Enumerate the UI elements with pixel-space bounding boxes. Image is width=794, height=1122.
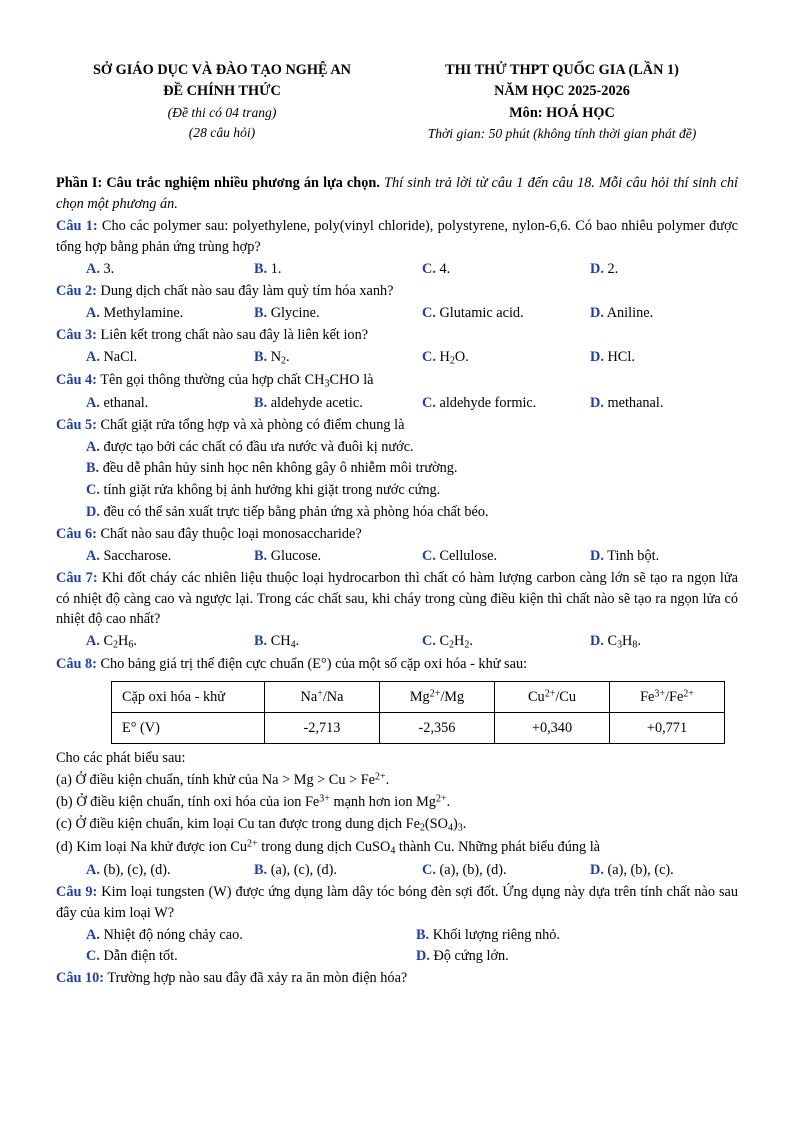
option-b-text: đều dễ phân hủy sinh học nên không gây ô nhiễm môi trường. [102,460,458,477]
question-9-label: Câu 9: [56,883,98,900]
exam-duration: Thời gian: 50 phút (không tính thời gian phát đề) [427,126,697,142]
question-9 [56,882,738,924]
question-9-options-row2 [86,946,738,967]
option-c-text: tính giặt rửa không bị ảnh hưởng khi giặt trong nước cứng. [103,482,441,499]
table-value-na: -2,713 [265,713,380,744]
official-exam-label: ĐỀ CHÍNH THỨC [163,83,281,100]
option-d[interactable]: D. Độ cứng lớn. [416,948,509,965]
question-4-options [86,393,738,414]
question-1 [56,216,738,258]
table-header-pair: Cặp oxi hóa - khử [112,682,265,713]
question-6-text: Chất nào sau đây thuộc loại monosaccharide? [100,525,362,542]
statement-a: (a) Ở điều kiện chuẩn, tính khử của $Na > Mg > Cu > Fe^{2+}$. [56,771,390,789]
question-5-label: Câu 5: [56,416,97,433]
option-b[interactable]: B. Glucose. [254,547,322,564]
option-b[interactable]: B. 1. [254,261,282,278]
table-value-cu: +0,340 [495,713,610,744]
question-10-text: Trường hợp nào sau đây đã xảy ra ăn mòn điện hóa? [107,970,408,987]
statements-intro: Cho các phát biểu sau: [56,750,186,767]
header-left-column [57,60,387,144]
question-4-text: Tên gọi thông thường của hợp chất $CH_3CHO$ là [100,371,374,390]
table-cell-fe: $Fe^{3+}/Fe^{2+}$ [610,682,725,713]
option-b[interactable]: B. (a), (c), (d). [254,862,337,879]
option-a[interactable]: A. (b), (c), (d). [86,862,171,879]
question-9-options-row1 [86,925,738,946]
question-3-label: Câu 3: [56,326,97,343]
option-a[interactable]: A. được tạo bởi các chất có đầu ưa nước và đuôi kị nước. [86,438,414,455]
question-count-note: (28 câu hỏi) [188,125,256,141]
statement-b: (b) Ở điều kiện chuẩn, tính oxi hóa của ion $Fe^{3+}$ mạnh hơn ion $Mg^{2+}$. [56,793,451,810]
table-cell-na: Na+/Na [265,682,380,713]
option-d[interactable]: D. (a), (b), (c). [590,862,674,879]
option-b[interactable]: B. $CH_4$. [254,633,300,651]
table-header-potential: E° (V) [112,713,265,744]
option-c[interactable]: C. Glutamic acid. [422,304,524,321]
option-a[interactable]: A. 3. [86,261,115,278]
standard-electrode-potential-table [111,681,725,744]
option-d[interactable]: D. Tinh bột. [590,547,660,564]
header-right-column [387,60,737,145]
option-d[interactable]: D. HCl. [590,348,635,365]
option-b[interactable]: B. aldehyde acetic. [254,394,363,411]
option-d-text: đều có thể sản xuất trực tiếp bằng phản ứng xà phòng hóa chất béo. [103,504,489,521]
option-a[interactable]: A. Saccharose. [86,547,172,564]
question-4-label: Câu 4: [56,371,97,388]
option-b[interactable]: B. đều dễ phân hủy sinh học nên không gây ô nhiễm môi trường. [86,460,458,477]
question-10 [56,968,738,989]
statement-c: (c) Ở điều kiện chuẩn, kim loại Cu tan được trong dung dịch $Fe_2(SO_4)_3$. [56,815,467,834]
option-c[interactable]: C. $C_2H_2$. [422,633,473,651]
question-7-options [86,631,738,653]
table-row [112,713,725,744]
question-1-text: Cho các polymer sau: polyethylene, poly(vinyl chloride), polystyrene, nylon-6,6. Có bao nhiêu polymer được tổng hợp bằng phản ứng trùng hợp? [56,218,738,256]
option-c[interactable]: C. 4. [422,261,451,278]
question-9-text: Kim loại tungsten (W) được ứng dụng làm dây tóc bóng đèn sợi đốt. Ứng dụng này dựa trên tính chất nào sau đây của kim loại W? [56,883,739,921]
option-c[interactable]: C. $H_2O$. [422,348,469,367]
table-value-fe: +0,771 [610,713,725,744]
option-b[interactable]: B. Khối lượng riêng nhỏ. [416,926,560,943]
question-7 [56,568,738,631]
part-title: Phần I: Câu trắc nghiệm nhiều phương án lựa chọn. [56,174,380,191]
part-heading [56,173,738,215]
question-6-options [86,546,738,567]
option-a[interactable]: A. NaCl. [86,348,138,365]
option-b[interactable]: B. Glycine. [254,304,320,321]
option-c[interactable]: C. tính giặt rửa không bị ảnh hưởng khi giặt trong nước cứng. [86,482,441,499]
question-3 [56,325,738,346]
exam-title: THI THỬ THPT QUỐC GIA (LẦN 1) [445,62,679,78]
question-1-options [86,259,738,280]
option-d[interactable]: D. methanal. [590,394,664,411]
option-d[interactable]: D. $C_3H_8$. [590,633,641,651]
question-6-label: Câu 6: [56,525,97,542]
option-a[interactable]: A. Nhiệt độ nóng chảy cao. [86,926,243,943]
question-8-label: Câu 8: [56,656,97,673]
document-header [56,60,738,145]
subject-value: HOÁ HỌC [546,104,615,121]
option-a[interactable]: A. ethanal. [86,394,149,411]
option-a[interactable]: A. Methylamine. [86,304,184,321]
option-a-text: được tạo bởi các chất có đầu ưa nước và đuôi kị nước. [103,438,414,455]
question-2 [56,281,738,302]
question-5-text: Chất giặt rửa tổng hợp và xà phòng có điểm chung là [100,416,405,433]
question-8-options [86,860,738,881]
question-3-options [86,347,738,369]
table-row [112,682,725,713]
question-10-label: Câu 10: [56,970,105,987]
statement-d: (d) Kim loại Na khử được ion $Cu^{2+}$ trong dung dịch CuSO$_4$ thành Cu. Những phát biểu đúng là [56,838,601,857]
question-2-text: Dung dịch chất nào sau đây làm quỳ tím hóa xanh? [100,283,394,299]
question-8-text: Cho bảng giá trị thế điện cực chuẩn (E°) của một số cặp oxi hóa - khử sau: [100,656,528,673]
option-a[interactable]: A. $C_2H_6$. [86,633,137,651]
option-c[interactable]: C. aldehyde formic. [422,394,537,411]
question-4 [56,370,738,392]
question-5 [56,415,738,436]
option-d[interactable]: D. đều có thể sản xuất trực tiếp bằng phản ứng xà phòng hóa chất béo. [86,504,489,521]
option-d[interactable]: D. Aniline. [590,304,654,321]
question-6 [56,524,738,545]
option-c[interactable]: C. Cellulose. [422,547,498,564]
school-year: NĂM HỌC 2025-2026 [494,83,630,100]
table-cell-mg: $Mg^{2+}/Mg$ [380,682,495,713]
option-c[interactable]: C. (a), (b), (d). [422,862,507,879]
question-2-options [86,303,738,324]
question-2-label: Câu 2: [56,283,97,299]
option-b[interactable]: B. $N_2$. [254,348,290,367]
part-description: Thí sinh trả lời từ câu 1 đến câu 18. Mỗi câu hỏi thí sinh chỉ chọn một phương án. [56,174,738,212]
exam-body [56,173,738,989]
option-c[interactable]: C. Dẫn điện tốt. [86,948,178,965]
question-3-text: Liên kết trong chất nào sau đây là liên kết ion? [100,326,369,343]
department-name: SỞ GIÁO DỤC VÀ ĐÀO TẠO NGHỆ AN [92,62,352,78]
subject-label: Môn: [509,104,543,121]
page-count-note: (Đề thi có 04 trang) [167,104,277,120]
question-7-label: Câu 7: [56,569,98,586]
table-value-mg: -2,356 [380,713,495,744]
question-8 [56,654,738,675]
question-1-label: Câu 1: [56,218,98,235]
option-d[interactable]: D. 2. [590,261,619,278]
table-cell-cu: $Cu^{2+}/Cu$ [495,682,610,713]
question-7-text: Khi đốt cháy các nhiên liệu thuộc loại hydrocarbon thì chất có hàm lượng carbon càng lớn sẽ tạo ra ngọn lửa có nhiệt độ càng cao và ngược lại. Trong các chất sau, khi cháy trong cùng điều kiện thì chất nào sẽ tạo ra ngọn lửa có nhiệt độ cao nhất? [56,569,738,628]
